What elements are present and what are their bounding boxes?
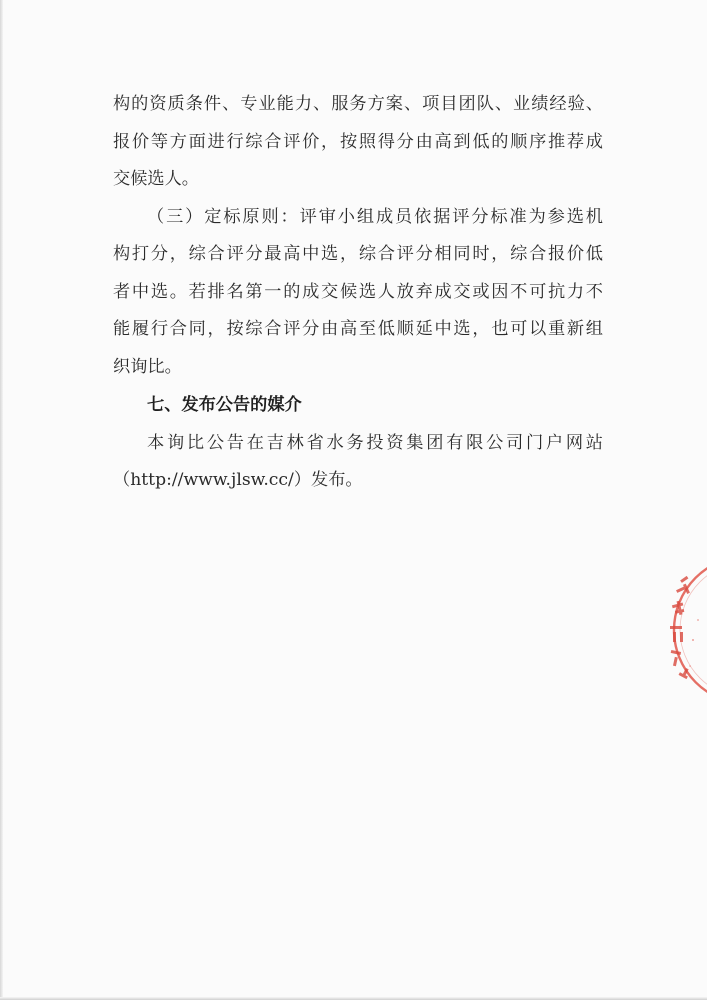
text-line: 报价等方面进行综合评价，按照得分由高到低的顺序推荐成: [113, 131, 603, 152]
paragraph-award-principle: [113, 199, 603, 387]
text-line: 构打分，综合评分最高中选，综合评分相同时，综合报价低: [113, 244, 603, 264]
paragraph-evaluation-method: [113, 86, 603, 199]
text-line: （三）定标原则：评审小组成员依据评分标准为参选机: [147, 206, 603, 227]
text-line: 本询比公告在吉林省水务投资集团有限公司门户网站: [147, 432, 603, 453]
text-line: （http://www.jlsw.cc/）发布。: [113, 470, 363, 490]
text-line: 交候选人。: [113, 169, 199, 189]
text-line: 织询比。: [113, 356, 182, 377]
section-heading-media: 七、发布公告的媒介: [147, 395, 302, 415]
document-body: [113, 86, 603, 500]
text-line: 能履行合同，按综合评分由高至低顺延中选，也可以重新组: [113, 319, 603, 339]
red-seal-stamp-icon: [660, 548, 707, 708]
text-line: 者中选。若排名第一的成交候选人放弃成交或因不可抗力不: [113, 281, 603, 302]
page-left-edge: [0, 0, 3, 1000]
paragraph-publication-media: [113, 425, 603, 500]
text-line: 构的资质条件、专业能力、服务方案、项目团队、业绩经验、: [113, 94, 603, 114]
